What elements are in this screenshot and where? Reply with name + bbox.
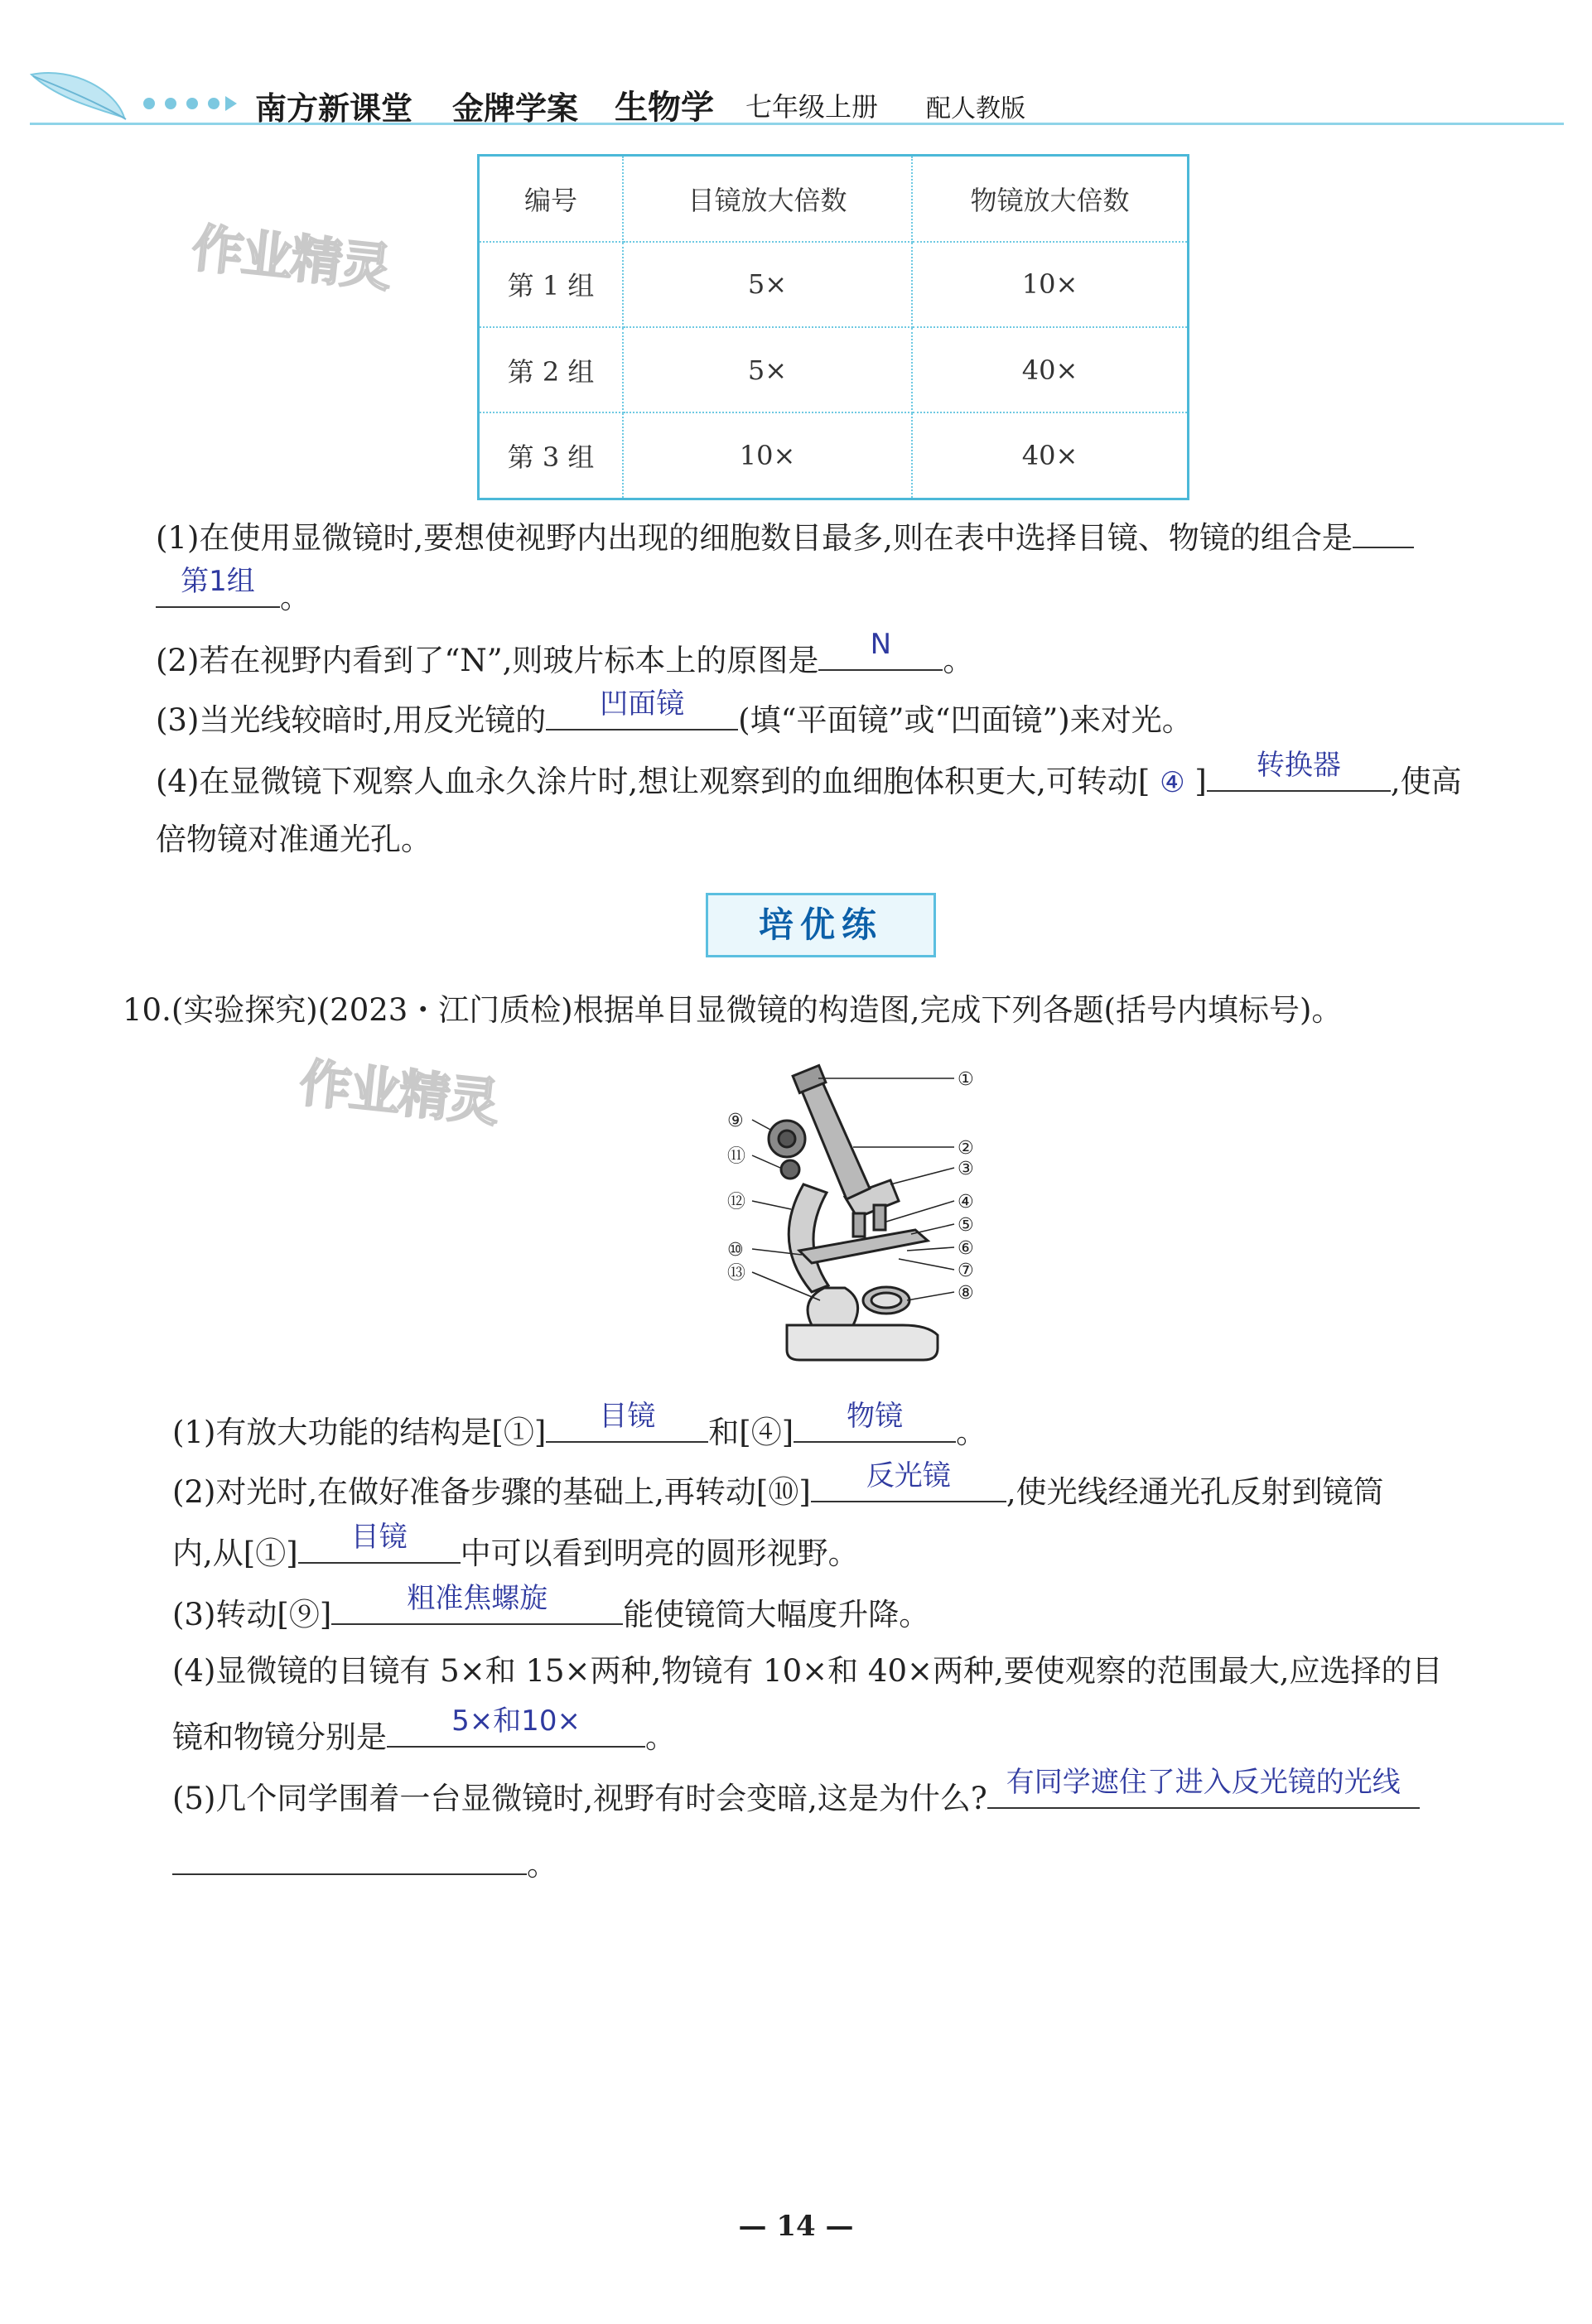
magnification-table [477,154,1189,500]
answer-blank [387,1704,645,1748]
label-7: ⑦ [958,1261,974,1281]
label-6: ⑥ [958,1238,974,1259]
page-number: — 14 — [738,2210,854,2243]
q9-part4-line2: 倍物镜对准通光孔。 [156,822,432,857]
answer-blank [818,628,943,671]
label-9: ⑨ [727,1111,744,1131]
tube-shape [799,1077,870,1199]
q9-p2-answer: N [870,628,892,661]
table-cell: 第 3 组 [479,412,624,499]
label-2: ② [958,1138,974,1159]
table-header-row [479,156,1189,242]
q10-part5-line2: 。 [172,1840,557,1885]
header-subject: 生物学 [615,89,714,127]
answer-blank [172,1840,527,1875]
q10-part2-line1: (2)对光时,在做好准备步骤的基础上,再转动[⑩] 反光镜 ,使光线经通光孔反射到镜筒 [172,1468,1384,1512]
label-1: ① [958,1069,974,1090]
q10-p4-answer: 5×和10× [451,1704,581,1738]
header-grade: 七年级上册 [745,91,879,123]
label-3: ③ [958,1159,974,1179]
section-badge: 培优练 [706,893,936,957]
header-divider [30,123,1564,125]
q9-part1-line2: 第1组 。 [156,573,311,618]
answer-blank [546,687,738,730]
q10-part1: (1)有放大功能的结构是[①] 目镜 和[④] 物镜 。 [172,1408,987,1453]
q10-p5-answer: 有同学遮住了进入反光镜的光线 [1006,1766,1401,1799]
watermark: 作业精灵 [297,1052,501,1134]
q9-p3-answer: 凹面镜 [600,687,685,721]
label-13: ⑬ [727,1263,746,1284]
q10-p3-answer: 粗准焦螺旋 [407,1582,548,1615]
answer-blank [298,1521,461,1564]
q10-part5-line1: (5)几个同学围着一台显微镜时,视野有时会变暗,这是为什么? 有同学遮住了进入反光镜的光线 [172,1774,1420,1819]
table-cell: 10× [623,412,912,499]
label-11: ⑪ [727,1146,746,1167]
header-edition: 配人教版 [926,94,1025,123]
arm-shape [789,1184,828,1292]
table-header-cell: 编号 [479,156,624,242]
q9-part2: (2)若在视野内看到了“N”,则玻片标本上的原图是 N 。 [156,636,973,681]
label-8: ⑧ [958,1283,974,1304]
q10-part2-line2: 内,从[①] 目镜 中可以看到明亮的圆形视野。 [172,1529,859,1574]
q10-p1-answer1: 目镜 [599,1400,656,1433]
q10-stem: 10.(实验探究)(2023・江门质检)根据单目显微镜的构造图,完成下列各题(括号内填标号)。 [123,992,1343,1028]
table-row [479,242,1189,327]
q10-part4-line1: (4)显微镜的目镜有 5×和 15×两种,物镜有 10×和 40×两种,要使观察的范围最大,应选择的目 [172,1653,1443,1689]
answer-blank [811,1459,1006,1502]
label-10: ⑩ [727,1240,744,1261]
table-cell: 第 1 组 [479,242,624,327]
answer-blank [794,1400,956,1443]
fine-focus-knob [781,1160,799,1179]
table-cell: 40× [912,327,1189,412]
q9-p1-answer: 第1组 [181,565,255,598]
header-book: 金牌学案 [452,90,579,127]
arrow-right-icon [225,96,237,111]
q10-p2-answer1: 反光镜 [866,1459,951,1492]
q10-p2-answer2: 目镜 [350,1521,408,1554]
label-12: ⑫ [727,1192,746,1213]
table-cell: 40× [912,412,1189,499]
table-header-cell: 目镜放大倍数 [623,156,912,242]
answer-blank [1207,749,1391,792]
answer-blank [1353,513,1414,548]
q10-p1-answer2: 物镜 [847,1400,904,1433]
feather-icon [25,58,240,133]
label-5: ⑤ [958,1215,974,1236]
table-cell: 5× [623,242,912,327]
q9-part4-line1: (4)在显微镜下观察人血永久涂片时,想让观察到的血细胞体积更大,可转动[ ④ ] 转换器 ,使高 [156,757,1462,803]
table-header-cell: 物镜放大倍数 [912,156,1189,242]
answer-blank [156,565,280,608]
q9-part3: (3)当光线较暗时,用反光镜的 凹面镜 (填“平面镜”或“凹面镜”)来对光。 [156,696,1193,740]
microscope-diagram [721,1052,986,1367]
table-cell: 10× [912,242,1189,327]
dot-icon [143,98,155,109]
header-series: 南方新课堂 [255,90,413,127]
answer-blank [546,1400,708,1443]
answer-blank [987,1766,1420,1809]
table-row [479,327,1189,412]
q9-p4-bracket-answer: ④ [1160,766,1185,799]
q10-part3: (3)转动[⑨] 粗准焦螺旋 能使镜筒大幅度升降。 [172,1590,929,1635]
base-shape [787,1325,938,1360]
label-4: ④ [958,1192,974,1213]
q9-part1-line1: (1)在使用显微镜时,要想使视野内出现的细胞数目最多,则在表中选择目镜、物镜的组合是 [156,513,1414,558]
table-row [479,412,1189,499]
watermark: 作业精灵 [189,217,393,299]
pillar-shape [808,1288,858,1325]
answer-blank [331,1582,623,1625]
page-header [0,0,1592,141]
q9-p4-answer: 转换器 [1256,749,1341,782]
table-cell: 5× [623,327,912,412]
q10-part4-line2: 镜和物镜分别是 5×和10× 。 [172,1713,676,1757]
table-cell: 第 2 组 [479,327,624,412]
